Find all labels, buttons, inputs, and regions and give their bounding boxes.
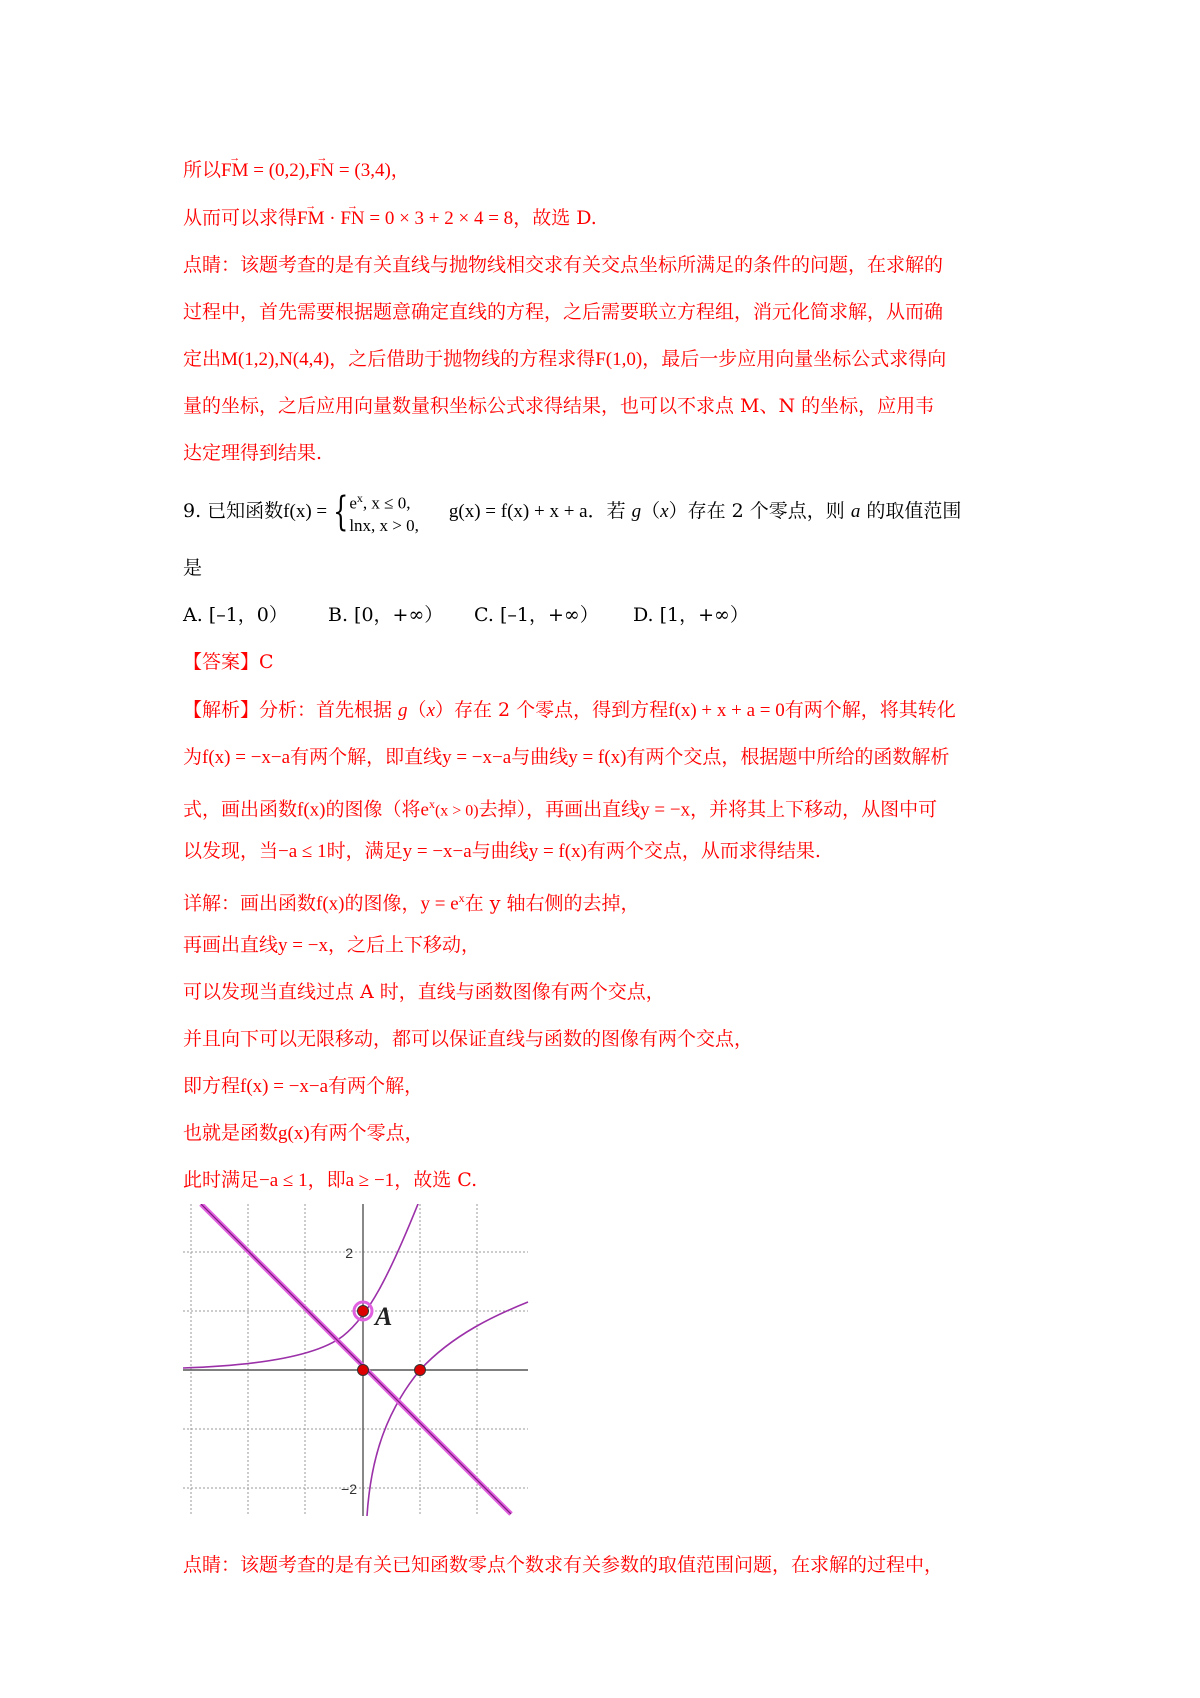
question-9 bbox=[183, 487, 961, 537]
piecewise-cases bbox=[349, 487, 419, 537]
math: a bbox=[850, 500, 861, 522]
option-c: C. [–1，+∞） bbox=[474, 604, 599, 626]
text: 也就是函数 bbox=[183, 1122, 279, 1144]
math: e bbox=[349, 493, 357, 513]
text: 有两个解， bbox=[328, 1075, 424, 1097]
option-a: A. [–1，0） bbox=[183, 604, 288, 626]
math: x bbox=[426, 700, 435, 721]
math: = 0 × 3 + 2 × 4 = 8 bbox=[364, 208, 514, 229]
brace: { bbox=[332, 488, 349, 535]
line-core bbox=[201, 1204, 511, 1514]
option-d: D. [1，+∞） bbox=[633, 604, 749, 626]
y-tick-label-2: 2 bbox=[345, 1245, 353, 1261]
text: 式，画出函数 bbox=[183, 798, 298, 821]
math: F(1,0) bbox=[595, 349, 643, 370]
comment-line-4: 量的坐标，之后应用向量数量积坐标公式求得结果，也可以不求点 M、N 的坐标，应用韦 bbox=[183, 395, 935, 417]
exp-curve bbox=[183, 1204, 420, 1368]
text: ，之后上下移动， bbox=[327, 934, 480, 956]
option-b: B. [0，+∞） bbox=[328, 604, 444, 626]
line-y-neg-x bbox=[201, 1204, 511, 1514]
math: f(x) bbox=[297, 799, 326, 821]
point-a bbox=[358, 1306, 369, 1317]
text: 从而可以求得 bbox=[183, 207, 298, 229]
question-number: 9. 已知函数 bbox=[183, 499, 284, 522]
solution-line-vectors bbox=[183, 157, 410, 184]
analysis-line-1 bbox=[183, 697, 956, 724]
math: g bbox=[398, 700, 408, 721]
text: 与曲线 bbox=[511, 746, 569, 768]
y-tick-label-neg2: −2 bbox=[341, 1481, 357, 1497]
text: ，并将其上下移动，从图中可 bbox=[690, 798, 938, 821]
math: y = −x−a bbox=[442, 747, 512, 768]
math: −a ≤ 1 bbox=[278, 841, 327, 862]
math: (x > 0) bbox=[434, 802, 479, 820]
text: 以发现，当 bbox=[183, 840, 279, 862]
text: ，之后借助于抛物线的方程求得 bbox=[329, 348, 596, 370]
detail-line-2 bbox=[183, 932, 480, 959]
text: 定出 bbox=[183, 348, 222, 370]
vector-fm: → FM bbox=[297, 206, 324, 232]
math: y = f(x) bbox=[568, 747, 627, 768]
detail-line-3: 可以发现当直线过点 A 时，直线与函数图像有两个交点， bbox=[183, 981, 665, 1003]
math: , x ≤ 0, bbox=[362, 493, 411, 513]
math: f(x) = −x−a bbox=[202, 747, 291, 768]
text: 的取值范围 bbox=[860, 499, 962, 522]
math: a ≥ −1 bbox=[345, 1170, 395, 1191]
math: y = −x bbox=[278, 935, 328, 956]
analysis-line-3 bbox=[183, 791, 937, 824]
text: ）存在 2 个零点，得到方程 bbox=[435, 699, 669, 721]
math: y = −x bbox=[640, 799, 691, 821]
vector-fn: → FN bbox=[310, 158, 334, 184]
text: 【解析】分析：首先根据 bbox=[183, 699, 399, 721]
point-a-label: A bbox=[375, 1302, 393, 1331]
text: 有两个解，将其转化 bbox=[784, 699, 956, 721]
text: 与曲线 bbox=[471, 840, 529, 862]
math: f(x) = bbox=[283, 500, 332, 522]
text: ， bbox=[390, 159, 410, 181]
text: 有两个解，即直线 bbox=[290, 746, 443, 768]
math: −a ≤ 1 bbox=[259, 1170, 308, 1191]
math: x bbox=[660, 500, 669, 522]
math: = (3,4) bbox=[334, 160, 391, 181]
math: M(1,2),N(4,4) bbox=[221, 349, 330, 370]
analysis-line-4 bbox=[183, 838, 821, 865]
math: y = f(x) bbox=[528, 841, 587, 862]
solution-line-dot-product bbox=[183, 205, 597, 232]
text: 有两个交点，根据题中所给的函数解析 bbox=[626, 746, 950, 768]
function-graph bbox=[183, 1204, 533, 1516]
text: ）存在 2 个零点，则 bbox=[668, 499, 851, 522]
math: g(x) = f(x) + x + a bbox=[448, 500, 588, 522]
text: ，故选 D. bbox=[513, 207, 597, 229]
options-row bbox=[183, 602, 749, 628]
text: 的图像（将 bbox=[325, 798, 421, 821]
text: （ bbox=[407, 699, 427, 721]
ln-curve bbox=[367, 1302, 528, 1516]
math: y = −x−a bbox=[402, 841, 472, 862]
comment-line-1: 点睛：该题考查的是有关直线与抛物线相交求有关交点坐标所满足的条件的问题，在求解的 bbox=[183, 254, 944, 276]
math: e bbox=[420, 799, 429, 821]
text: （ bbox=[641, 499, 661, 522]
math: x bbox=[356, 491, 363, 505]
text: 详解：画出函数 bbox=[183, 892, 317, 915]
text: ．若 bbox=[587, 499, 632, 522]
math: = (0,2), bbox=[248, 160, 310, 181]
text: 有两个交点，从而求得结果. bbox=[586, 840, 821, 862]
detail-line-6 bbox=[183, 1120, 424, 1147]
text: 在 y 轴右侧的去掉， bbox=[464, 892, 640, 915]
text: 即方程 bbox=[183, 1075, 241, 1097]
comment-line-3 bbox=[183, 346, 946, 373]
analysis-line-2 bbox=[183, 744, 949, 771]
text: 的图像， bbox=[344, 892, 421, 915]
detail-line-7 bbox=[183, 1167, 477, 1194]
answer-line: 【答案】C bbox=[183, 651, 274, 673]
text: 时，满足 bbox=[326, 840, 403, 862]
math: x bbox=[428, 797, 435, 811]
point-ln-root bbox=[415, 1365, 426, 1376]
comment-line-2: 过程中，首先需要根据题意确定直线的方程，之后需要联立方程组，消元化简求解，从而确 bbox=[183, 301, 944, 323]
vector-fn: → FN bbox=[340, 206, 364, 232]
math: f(x) bbox=[316, 893, 345, 915]
math: x bbox=[458, 891, 465, 905]
comment-line-5: 达定理得到结果. bbox=[183, 442, 323, 464]
text: 为 bbox=[183, 746, 203, 768]
question-9-line-2: 是 bbox=[183, 557, 203, 579]
math: f(x) + x + a = 0 bbox=[668, 700, 785, 721]
text: ，最后一步应用向量坐标公式求得向 bbox=[642, 348, 947, 370]
vector-fm: → FM bbox=[221, 158, 248, 184]
detail-line-1 bbox=[183, 885, 640, 917]
text: ，故选 C. bbox=[394, 1169, 478, 1191]
point-origin bbox=[358, 1365, 369, 1376]
math: y = e bbox=[420, 893, 459, 915]
text: 此时满足 bbox=[183, 1169, 260, 1191]
comment-line-last: 点睛：该题考查的是有关已知函数零点个数求有关参数的取值范围问题，在求解的过程中， bbox=[183, 1554, 944, 1576]
detail-line-4: 并且向下可以无限移动，都可以保证直线与函数的图像有两个交点， bbox=[183, 1028, 754, 1050]
text: ，即 bbox=[307, 1169, 346, 1191]
math: g(x) bbox=[278, 1123, 310, 1144]
text: 再画出直线 bbox=[183, 934, 279, 956]
math: g bbox=[631, 500, 642, 522]
math: lnx, x > 0, bbox=[349, 515, 419, 535]
text: 去掉），再画出直线 bbox=[478, 798, 641, 821]
detail-line-5 bbox=[183, 1073, 423, 1100]
text: 所以 bbox=[183, 159, 222, 181]
math: f(x) = −x−a bbox=[240, 1076, 329, 1097]
text: 有两个零点， bbox=[309, 1122, 424, 1144]
math: · bbox=[324, 208, 341, 229]
